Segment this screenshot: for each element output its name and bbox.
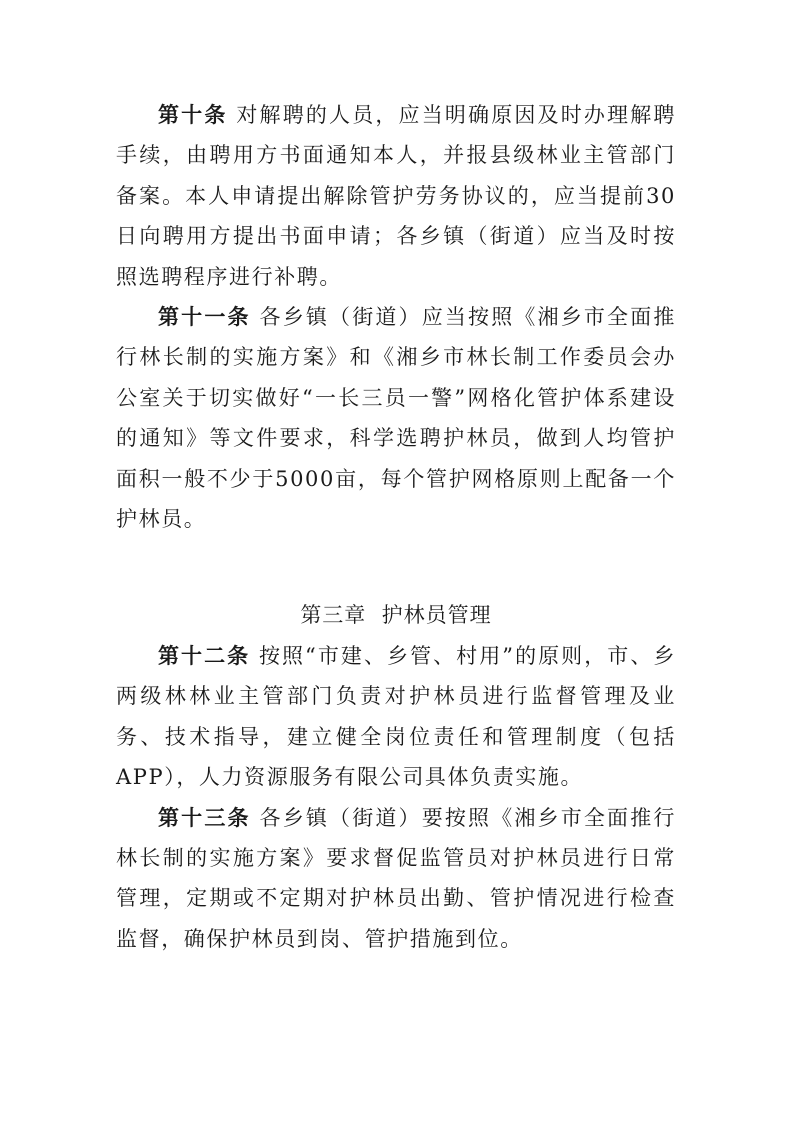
article-11 — [116, 297, 676, 539]
chapter-heading: 第三章 护林员管理 — [300, 603, 492, 628]
section-spacer — [116, 539, 676, 595]
article-label: 第十条 — [158, 103, 228, 127]
article-label: 第十一条 — [158, 305, 251, 330]
article-text: 对解聘的人员，应当明确原因及时办理解聘手续，由聘用方书面通知本人，并报县级林业主管部门备案。本人申请提出解除管护劳务协议的，应当提前30日向聘用方提出书面申请；各乡镇（街道）应当及时按照选聘程序进行补聘。 — [116, 103, 676, 289]
article-text: 各乡镇（街道）应当按照《湘乡市全面推行林长制的实施方案》和《湘乡市林长制工作委员会办公室关于切实做好“一长三员一警”网格化管护体系建设的通知》等文件要求，科学选聘护林员，做到人均管护面积一般不少于5000亩，每个管护网格原则上配备一个护林员。 — [116, 305, 676, 532]
article-label: 第十二条 — [158, 643, 251, 668]
article-12 — [116, 636, 676, 798]
article-10 — [116, 95, 676, 297]
document-body — [116, 95, 676, 959]
article-text: 按照“市建、乡管、村用”的原则，市、乡两级林林业主管部门负责对护林员进行监督管理及业务、技术指导，建立健全岗位责任和管理制度（包括APP），人力资源服务有限公司具体负责实施。 — [116, 643, 676, 790]
article-text: 各乡镇（街道）要按照《湘乡市全面推行林长制的实施方案》要求督促监管员对护林员进行日常管理，定期或不定期对护林员出勤、管护情况进行检查监督，确保护林员到岗、管护措施到位。 — [116, 805, 676, 951]
article-label: 第十三条 — [158, 805, 251, 830]
article-13 — [116, 798, 676, 960]
